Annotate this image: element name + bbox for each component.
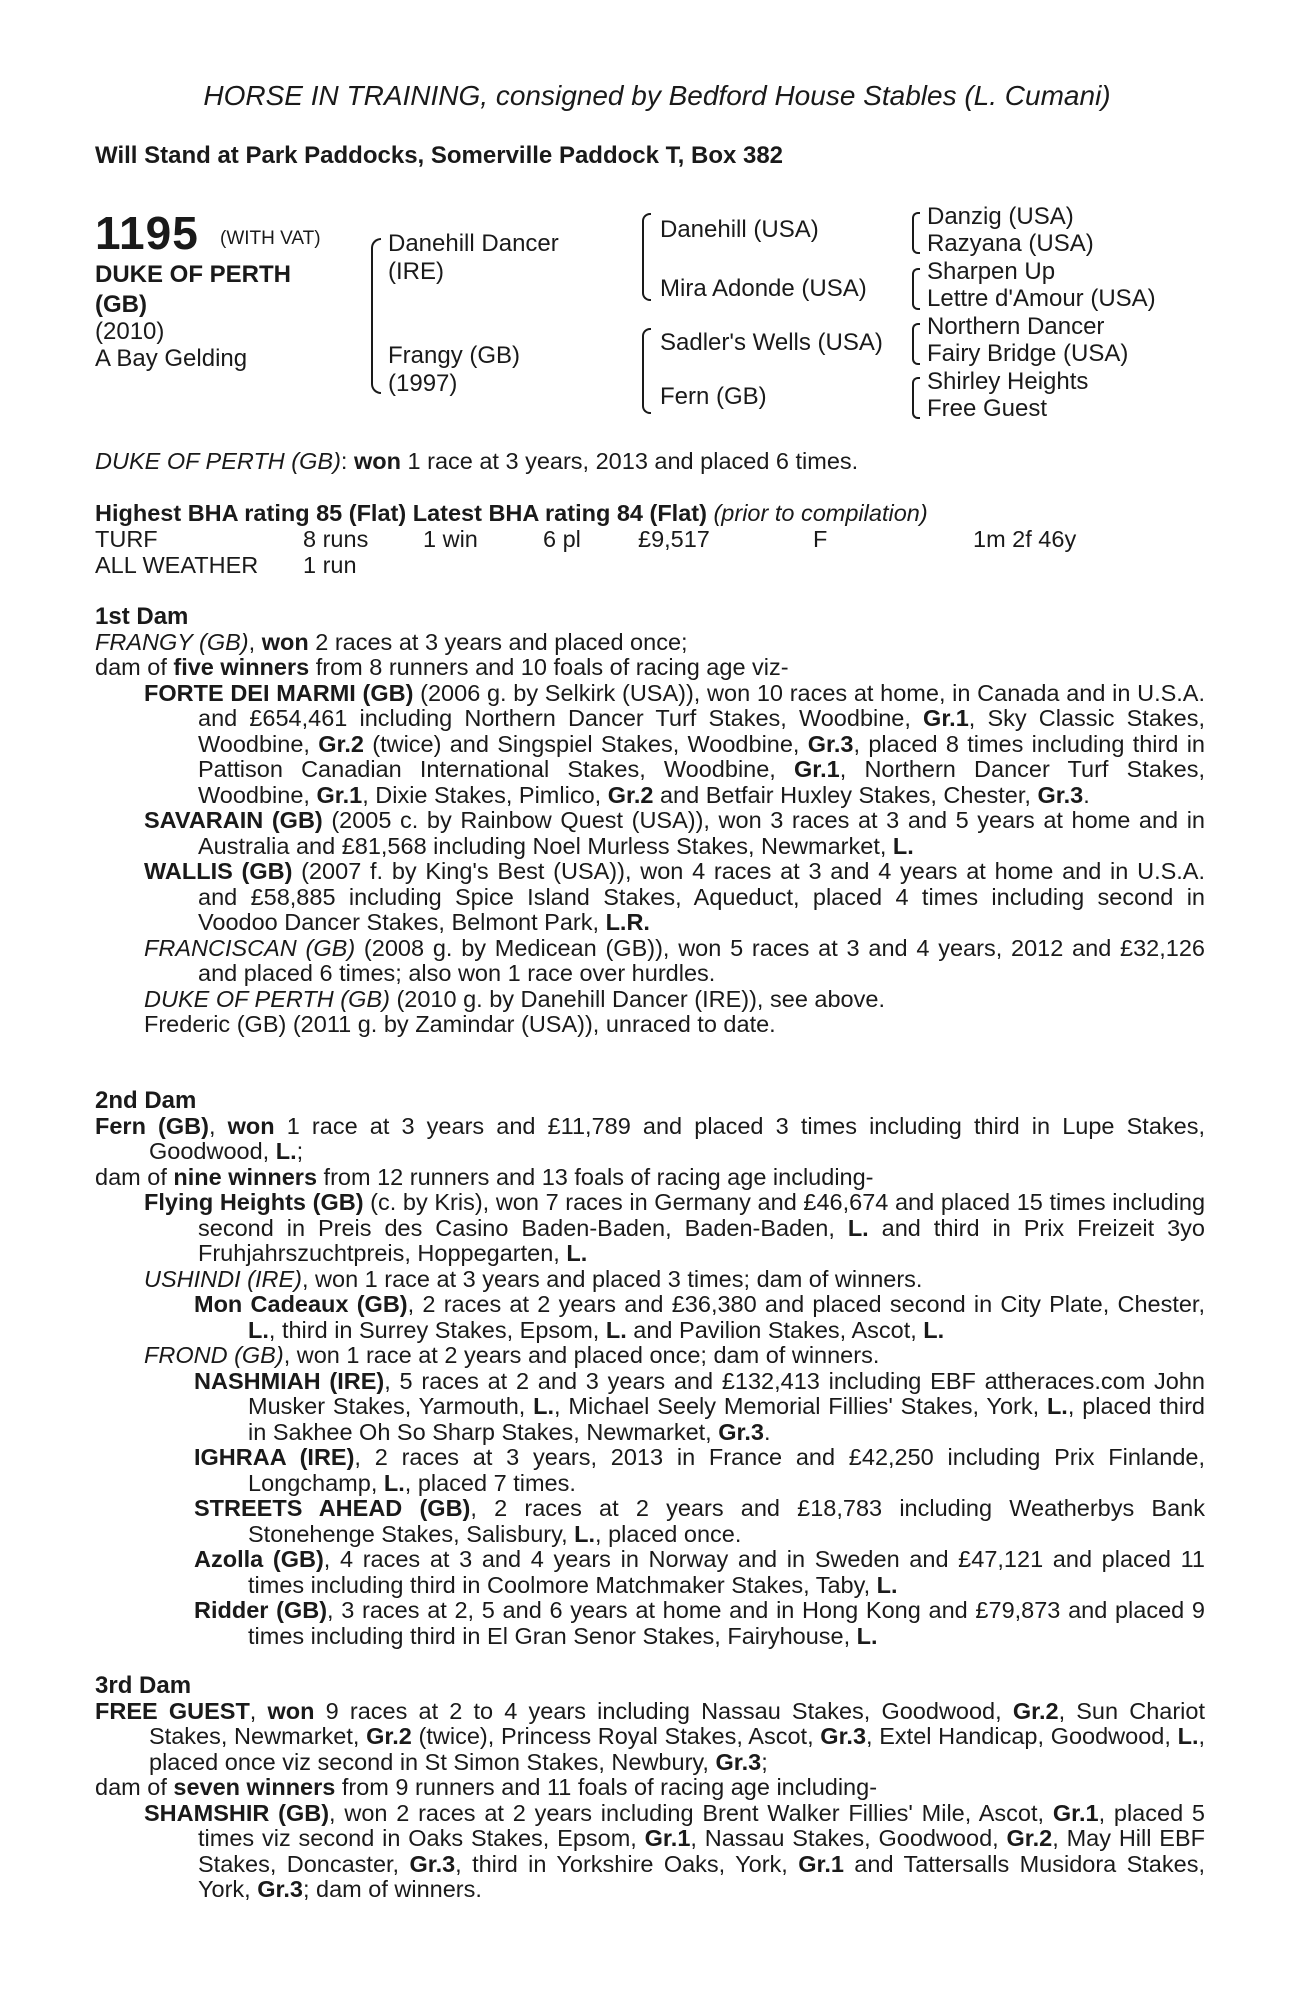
summary-name: DUKE OF PERTH (GB) xyxy=(95,448,341,474)
pedigree-dam-year: (1997) xyxy=(388,370,458,397)
second-dam-section: 2nd Dam Fern (GB), won 1 race at 3 years and £11,789 and placed 3 times including third in Lupe Stakes, Goodwood, L.; dam of nine winners from 12 runners and 13 foals of racing age including- Flying Heights (GB) (c. by Kris), won 7 races in Germany and £46,674 and placed 15 times including second in Preis des Casino Baden-Baden, Baden-Baden, L. and third in Prix Freizeit 3yo Fruhjahrszuchtpreis, Hoppegarten, L. USHINDI (IRE), won 1 race at 3 years and placed 3 times; dam of winners. Mon Cadeaux (GB), 2 races at 2 years and £36,380 and placed second in City Plate, Chester, L., third in Surrey Stakes, Epsom, L. and Pavilion Stakes, Ascot, L. FROND (GB), won 1 race at 2 years and placed once; dam of winners. NASHMIAH (IRE), 5 races at 2 and 3 years and £132,413 including EBF attheraces.com John Musker Stakes, Yarmouth, L., Michael Seely Memorial Fillies' Stakes, York, L., placed third in Sakhee Oh So Sharp Stakes, Newmarket, Gr.3. IGHRAA (IRE), 2 races at 3 years, 2013 in France and £42,250 including Prix Finlande, Longchamp, L., placed 7 times. STREETS AHEAD (GB), 2 races at 2 years and £18,783 including Weatherbys Bank Stonehenge Stakes, Salisbury, L., placed once. Azolla (GB), 4 races at 3 and 4 years in Norway and in Sweden and £47,121 and placed 11 times including third in Coolmore Matchmaker Stakes, Taby, L. Ridder (GB), 3 races at 2, 5 and 6 years at home and in Hong Kong and £79,873 and placed 9 times including third in El Gran Senor Stakes, Fairyhouse, L. xyxy=(95,1087,1206,1649)
list-item: NASHMIAH (IRE), 5 races at 2 and 3 years and £132,413 including EBF attheraces.com John Musker Stakes, Yarmouth, L., Michael Seely Memorial Fillies' Stakes, York, L., placed third in Sakhee Oh So Sharp Stakes, Newmarket, Gr.3. xyxy=(194,1367,1205,1445)
pedigree-sds: Sharpen Up xyxy=(927,258,1056,285)
first-dam-heading: 1st Dam xyxy=(95,603,189,630)
list-item: Mon Cadeaux (GB), 2 races at 2 years and £36,380 and placed second in City Plate, Chester, L., third in Surrey Stakes, Epsom, L. and Pavilion Stakes, Ascot, L. xyxy=(194,1291,1205,1343)
list-item: Flying Heights (GB) (c. by Kris), won 7 races in Germany and £46,674 and placed 15 times including second in Preis des Casino Baden-Baden, Baden-Baden, L. and third in Prix Freizeit 3yo Fruhjahrszuchtpreis, Hoppegarten, L. xyxy=(144,1189,1206,1266)
pedigree-dam-sire: Sadler's Wells (USA) xyxy=(660,329,883,356)
first-dam-section: 1st Dam FRANGY (GB), won 2 races at 3 years and placed once; dam of five winners from 8 runners and 10 foals of racing age viz- FORTE DEI MARMI (GB) (2006 g. by Selkirk (USA)), won 10 races at home, in Canada and in U.S.A. and £654,461 including Northern Dancer Turf Stakes, Woodbine, Gr.1, Sky Classic Stakes, Woodbine, Gr.2 (twice) and Singspiel Stakes, Woodbine, Gr.3, placed 8 times including third in Pattison Canadian International Stakes, Woodbine, Gr.1, Northern Dancer Turf Stakes, Woodbine, Gr.1, Dixie Stakes, Pimlico, Gr.2 and Betfair Huxley Stakes, Chester, Gr.3. SAVARAIN (GB) (2005 c. by Rainbow Quest (USA)), won 3 races at 3 and 5 years at home and in Australia and £81,568 including Noel Murless Stakes, Newmarket, L. WALLIS (GB) (2007 f. by King's Best (USA)), won 4 races at 3 and 4 years at home and in U.S.A. and £58,885 including Spice Island Stakes, Aqueduct, placed 4 times including second in Voodoo Dancer Stakes, Belmont Park, L.R. FRANCISCAN (GB) (2008 g. by Medicean (GB)), won 5 races at 3 and 4 years, 2012 and £32,126 and placed 6 times; also won 1 race over hurdles. DUKE OF PERTH (GB) (2010 g. by Danehill Dancer (IRE)), see above. Frederic (GB) (2011 g. by Zamindar (USA)), unraced to date. xyxy=(95,603,1206,1037)
horse-country: (GB) xyxy=(95,291,147,318)
third-dam-section: 3rd Dam FREE GUEST, won 9 races at 2 to 4 years including Nassau Stakes, Goodwood, Gr.2, Sun Chariot Stakes, Newmarket, Gr.2 (twice), Princess Royal Stakes, Ascot, Gr.3, Extel Handicap, Goodwood, L., placed once viz second in St Simon Stakes, Newbury, Gr.3; dam of seven winners from 9 runners and 11 foals of racing age including- SHAMSHIR (GB), won 2 races at 2 years including Brent Walker Fillies' Mile, Ascot, Gr.1, placed 5 times viz second in Oaks Stakes, Epsom, Gr.1, Nassau Stakes, Goodwood, Gr.2, May Hill EBF Stakes, Doncaster, Gr.3, third in Yorkshire Oaks, York, Gr.1 and Tattersalls Musidora Stakes, York, Gr.3; dam of winners. xyxy=(95,1672,1206,1902)
second-dam-heading: 2nd Dam xyxy=(95,1087,197,1114)
list-item: STREETS AHEAD (GB), 2 races at 2 years and £18,783 including Weatherbys Bank Stonehenge Stakes, Salisbury, L., placed once. xyxy=(194,1495,1205,1547)
pedigree-brace-dd xyxy=(912,377,920,419)
list-item: SHAMSHIR (GB), won 2 races at 2 years including Brent Walker Fillies' Mile, Ascot, Gr.1, placed 5 times viz second in Oaks Stakes, Epsom, Gr.1, Nassau Stakes, Goodwood, Gr.2, May Hill EBF Stakes, Doncaster, Gr.3, third in Yorkshire Oaks, York, Gr.1 and Tattersalls Musidora Stakes, York, Gr.3; dam of winners. xyxy=(144,1799,1205,1902)
list-item: FROND (GB), won 1 race at 2 years and placed once; dam of winners. xyxy=(144,1342,880,1368)
list-item: USHINDI (IRE), won 1 race at 3 years and placed 3 times; dam of winners. xyxy=(144,1265,923,1292)
runs-row-turf: TURF 8 runs 1 win 6 pl £9,517 F 1m 2f 46y xyxy=(95,526,1077,552)
pedigree-dss: Northern Dancer xyxy=(927,313,1105,340)
third-dam-heading: 3rd Dam xyxy=(95,1672,192,1699)
pedigree-brace-gen1 xyxy=(371,238,381,394)
list-item: Ridder (GB), 3 races at 2, 5 and 6 years at home and in Hong Kong and £79,873 and placed 9 times including third in El Gran Senor Stakes, Fairyhouse, L. xyxy=(194,1597,1205,1649)
list-item: WALLIS (GB) (2007 f. by King's Best (USA)), won 4 races at 3 and 4 years at home and in U.S.A. and £58,885 including Spice Island Stakes, Aqueduct, placed 4 times including second in Voodoo Dancer Stakes, Belmont Park, L.R. xyxy=(144,858,1206,935)
foaling-year: (2010) xyxy=(95,318,165,345)
pedigree-sire-country: (IRE) xyxy=(388,258,444,285)
pedigree-sss: Danzig (USA) xyxy=(927,203,1074,230)
list-item: Frederic (GB) (2011 g. by Zamindar (USA)), unraced to date. xyxy=(144,1011,776,1037)
lot-number: 1195 xyxy=(95,207,199,259)
pedigree-sire-dam: Mira Adonde (USA) xyxy=(660,275,867,302)
pedigree-brace-ds xyxy=(912,323,920,365)
horse-name: DUKE OF PERTH xyxy=(95,261,292,288)
pedigree-sire-sire: Danehill (USA) xyxy=(660,216,819,243)
pedigree-brace-ss xyxy=(912,212,920,254)
bha-rating: Highest BHA rating 85 (Flat) Latest BHA rating 84 (Flat) (prior to compilation) xyxy=(95,500,928,526)
vat-note: (WITH VAT) xyxy=(220,228,321,249)
runs-row-all-weather: ALL WEATHER 1 run xyxy=(95,552,357,578)
stand-location: Will Stand at Park Paddocks, Somerville Paddock T, Box 382 xyxy=(95,142,784,169)
pedigree-dds: Shirley Heights xyxy=(927,368,1089,395)
list-item: Azolla (GB), 4 races at 3 and 4 years in Norway and in Sweden and £47,121 and placed 11 times including third in Coolmore Matchmaker Stakes, Taby, L. xyxy=(194,1546,1205,1598)
pedigree-ssd: Razyana (USA) xyxy=(927,230,1094,257)
pedigree-dsd: Fairy Bridge (USA) xyxy=(927,340,1129,367)
list-item: DUKE OF PERTH (GB) (2010 g. by Danehill Dancer (IRE)), see above. xyxy=(144,985,885,1012)
pedigree-sire: Danehill Dancer xyxy=(388,230,559,257)
pedigree-brace-sd xyxy=(912,268,920,310)
pedigree-dam: Frangy (GB) xyxy=(388,342,521,369)
pedigree-brace-sire xyxy=(642,213,651,301)
list-item: FRANCISCAN (GB) (2008 g. by Medicean (GB)), won 5 races at 3 and 4 years, 2012 and £32,126 and placed 6 times; also won 1 race over hurdles. xyxy=(144,934,1205,986)
lot-identity xyxy=(95,260,291,320)
list-item: FORTE DEI MARMI (GB) (2006 g. by Selkirk (USA)), won 10 races at home, in Canada and in U.S.A. and £654,461 including Northern Dancer Turf Stakes, Woodbine, Gr.1, Sky Classic Stakes, Woodbine, Gr.2 (twice) and Singspiel Stakes, Woodbine, Gr.3, placed 8 times including third in Pattison Canadian International Stakes, Woodbine, Gr.1, Northern Dancer Turf Stakes, Woodbine, Gr.1, Dixie Stakes, Pimlico, Gr.2 and Betfair Huxley Stakes, Chester, Gr.3. xyxy=(144,679,1206,808)
pedigree-brace-dam xyxy=(642,328,651,414)
list-item: SAVARAIN (GB) (2005 c. by Rainbow Quest (USA)), won 3 races at 3 and 5 years at home and in Australia and £81,568 including Noel Murless Stakes, Newmarket, L. xyxy=(144,807,1205,859)
pedigree-dam-dam: Fern (GB) xyxy=(660,383,767,410)
pedigree-sdd: Lettre d'Amour (USA) xyxy=(927,285,1156,312)
page-title: HORSE IN TRAINING, consigned by Bedford House Stables (L. Cumani) xyxy=(203,80,1111,111)
race-summary: DUKE OF PERTH (GB): won 1 race at 3 years, 2013 and placed 6 times. xyxy=(95,448,859,474)
pedigree-ddd: Free Guest xyxy=(927,395,1048,422)
list-item: IGHRAA (IRE), 2 races at 3 years, 2013 in France and £42,250 including Prix Finlande, Longchamp, L., placed 7 times. xyxy=(194,1444,1205,1496)
horse-description: A Bay Gelding xyxy=(95,345,248,372)
